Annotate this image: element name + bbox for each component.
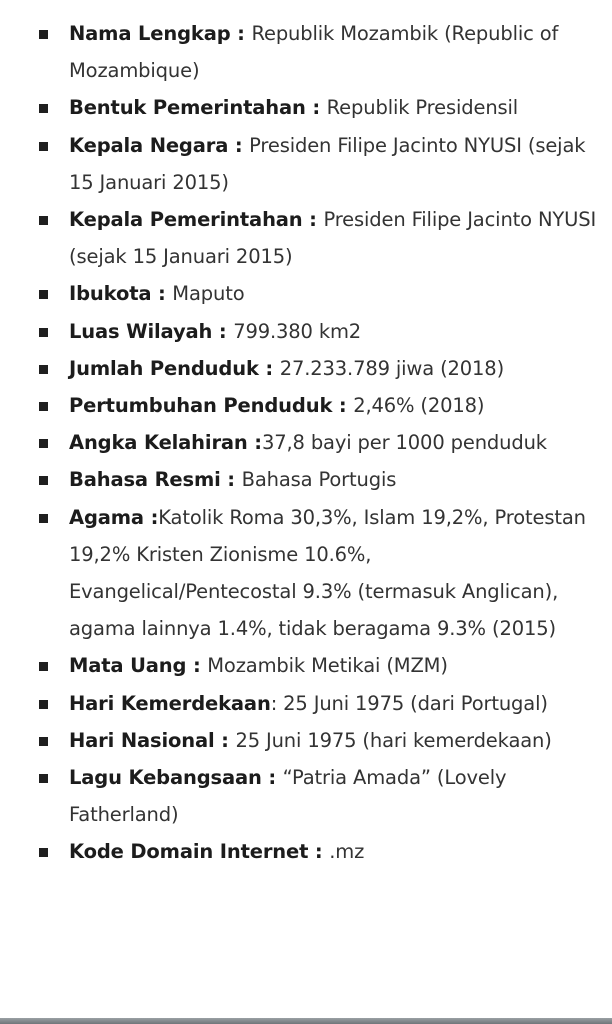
bullet-icon (39, 216, 48, 225)
fact-label: Bahasa Resmi : (69, 468, 242, 492)
fact-value: 37,8 bayi per 1000 penduduk (261, 431, 547, 455)
list-item-hari-kemerdekaan (0, 685, 612, 722)
fact-label: Angka Kelahiran : (69, 431, 262, 455)
fact-value: Presiden Filipe Jacinto NYUSI (sejak 15 Januari 2015) (69, 133, 586, 194)
list-item-ibukota (0, 275, 612, 312)
list-item-angka-kelahiran (0, 424, 612, 461)
bottom-edge-bar (0, 1018, 612, 1024)
fact-value: : 25 Juni 1975 (dari Portugal) (270, 691, 548, 715)
bullet-icon (39, 848, 48, 857)
bullet-icon (39, 142, 48, 151)
bullet-icon (39, 439, 48, 448)
list-item-pertumbuhan-penduduk (0, 387, 612, 424)
fact-label: Agama : (69, 505, 159, 529)
fact-value: Bahasa Portugis (241, 468, 397, 492)
list-item-agama (0, 499, 612, 648)
bullet-icon (39, 700, 48, 709)
list-item-kepala-negara (0, 127, 612, 201)
fact-value: 25 Juni 1975 (hari kemerdekaan) (235, 728, 552, 752)
fact-label: Kepala Negara : (69, 133, 250, 157)
fact-label: Pertumbuhan Penduduk : (69, 394, 354, 418)
fact-label: Hari Nasional : (69, 728, 236, 752)
bullet-icon (39, 104, 48, 113)
bullet-icon (39, 774, 48, 783)
fact-value: 2,46% (2018) (353, 394, 485, 418)
bullet-icon (39, 476, 48, 485)
fact-label: Kode Domain Internet : (69, 840, 330, 864)
fact-value: Presiden Filipe Jacinto NYUSI (sejak 15 Januari 2015) (69, 208, 597, 269)
fact-value: 27.233.789 jiwa (2018) (279, 356, 505, 380)
fact-value: Republik Presidensil (326, 96, 519, 120)
fact-label: Luas Wilayah : (69, 319, 234, 343)
fact-label: Lagu Kebangsaan : (69, 766, 283, 790)
fact-value: 799.380 km2 (233, 319, 362, 343)
fact-label: Jumlah Penduduk : (69, 356, 280, 380)
bullet-icon (39, 328, 48, 337)
list-item-kepala-pemerintahan (0, 201, 612, 275)
fact-label: Ibukota : (69, 282, 173, 306)
bullet-icon (39, 30, 48, 39)
fact-label: Mata Uang : (69, 654, 208, 678)
fact-value: “Patria Amada” (Lovely Fatherland) (69, 766, 507, 827)
fact-label: Nama Lengkap : (69, 22, 252, 45)
list-item-luas-wilayah (0, 313, 612, 350)
list-item-lagu-kebangsaan (0, 759, 612, 833)
bullet-icon (39, 290, 48, 299)
list-item-hari-nasional (0, 722, 612, 759)
fact-label: Bentuk Pemerintahan : (69, 96, 327, 120)
list-item-bahasa-resmi (0, 461, 612, 498)
bullet-icon (39, 662, 48, 671)
bullet-icon (39, 737, 48, 746)
fact-value: Mozambik Metikai (MZM) (207, 654, 448, 678)
list-item-mata-uang (0, 647, 612, 684)
bullet-icon (39, 365, 48, 374)
bullet-icon (39, 514, 48, 523)
bullet-icon (39, 402, 48, 411)
list-item-bentuk-pemerintahan (0, 89, 612, 126)
fact-label: Hari Kemerdekaan (69, 691, 271, 715)
fact-value: Maputo (172, 282, 245, 306)
list-item-jumlah-penduduk (0, 350, 612, 387)
fact-value: Katolik Roma 30,3%, Islam 19,2%, Protestan 19,2% Kristen Zionisme 10.6%, Evangelical/Pentecostal 9.3% (termasuk Anglican), agama lainnya 1.4%, tidak beragama 9.3% (2015) (69, 505, 586, 641)
fact-label: Kepala Pemerintahan : (69, 208, 324, 232)
fact-value: .mz (329, 840, 365, 864)
fact-value: Republik Mozambik (Republic of Mozambique) (69, 22, 559, 83)
list-item-nama-lengkap (0, 15, 612, 89)
list-item-kode-domain-internet (0, 833, 612, 870)
